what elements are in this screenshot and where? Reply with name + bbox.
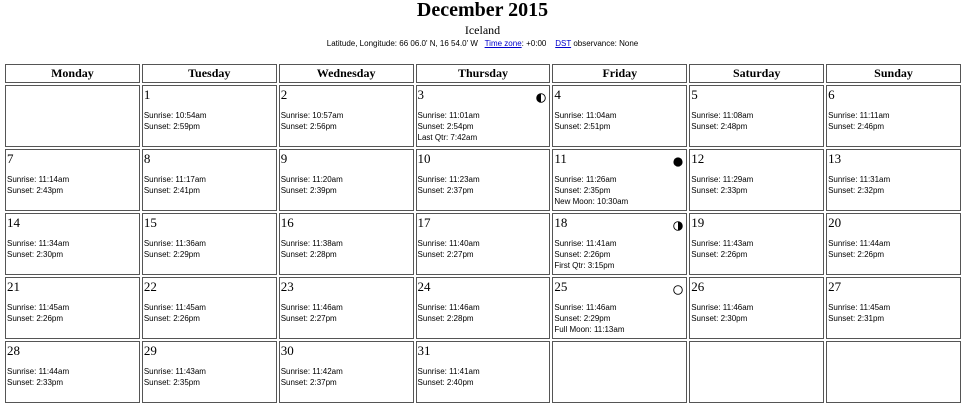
sunrise-text: Sunrise: 10:54am <box>143 111 207 120</box>
sunset-text: Sunset: 2:41pm <box>143 186 200 195</box>
moon-phase-text: New Moon: 10:30am <box>554 197 629 206</box>
day-cell <box>5 213 140 275</box>
day-cell <box>279 149 414 211</box>
sunrise-text: Sunrise: 11:46am <box>417 303 480 312</box>
day-cell <box>279 341 414 403</box>
day-number: 15 <box>143 215 157 230</box>
day-number: 18 <box>554 215 568 230</box>
sunrise-text: Sunrise: 11:43am <box>691 239 754 248</box>
sunrise-text: Sunrise: 11:40am <box>417 239 480 248</box>
moon-phase-text: First Qtr: 3:15pm <box>554 261 615 270</box>
day-cell <box>552 149 687 211</box>
calendar-body <box>5 85 961 403</box>
day-cell <box>552 277 687 339</box>
weekday-friday: Friday <box>552 64 687 83</box>
day-number: 24 <box>417 279 431 294</box>
page-title: December 2015 <box>416 0 549 21</box>
day-number: 3 <box>417 87 425 102</box>
day-number: 10 <box>417 151 431 166</box>
weekday-header-row <box>5 64 961 83</box>
day-cell <box>826 277 961 339</box>
day-cell <box>416 85 551 147</box>
sunset-text: Sunset: 2:39pm <box>280 186 337 195</box>
weekday-monday: Monday <box>5 64 140 83</box>
first-quarter-moon-icon <box>673 218 683 228</box>
day-number: 30 <box>280 343 294 358</box>
sunrise-text: Sunrise: 11:34am <box>7 239 70 248</box>
sunrise-text: Sunrise: 11:38am <box>280 239 343 248</box>
sunrise-text: Sunrise: 11:29am <box>691 175 754 184</box>
sunrise-text: Sunrise: 11:45am <box>143 303 206 312</box>
sunset-text: Sunset: 2:33pm <box>7 378 64 387</box>
sunrise-text: Sunrise: 10:57am <box>280 111 344 120</box>
day-number: 27 <box>828 279 842 294</box>
day-cell <box>552 213 687 275</box>
week-row <box>5 85 961 147</box>
last-quarter-moon-icon <box>536 90 546 100</box>
day-cell <box>5 341 140 403</box>
day-number: 20 <box>828 215 842 230</box>
day-number: 1 <box>143 87 151 102</box>
sunset-text: Sunset: 2:26pm <box>691 250 748 259</box>
sunrise-text: Sunrise: 11:42am <box>280 367 343 376</box>
dst-value: observance: None <box>571 39 639 48</box>
sunrise-text: Sunrise: 11:44am <box>7 367 70 376</box>
sunset-text: Sunset: 2:59pm <box>143 122 200 131</box>
sunset-text: Sunset: 2:33pm <box>691 186 748 195</box>
calendar-grid <box>3 62 963 405</box>
sunset-text: Sunset: 2:27pm <box>417 250 474 259</box>
sunset-text: Sunset: 2:30pm <box>691 314 748 323</box>
sunrise-text: Sunrise: 11:17am <box>143 175 206 184</box>
sunset-text: Sunset: 2:26pm <box>143 314 200 323</box>
sunset-text: Sunset: 2:54pm <box>417 122 474 131</box>
empty-day-cell <box>826 341 961 403</box>
sunset-text: Sunset: 2:29pm <box>554 314 611 323</box>
sunset-text: Sunset: 2:40pm <box>417 378 474 387</box>
sunrise-text: Sunrise: 11:41am <box>554 239 617 248</box>
sunset-text: Sunset: 2:43pm <box>7 186 64 195</box>
day-cell <box>689 149 824 211</box>
day-cell <box>142 277 277 339</box>
sunset-text: Sunset: 2:37pm <box>417 186 474 195</box>
sunset-text: Sunset: 2:30pm <box>7 250 64 259</box>
week-row <box>5 341 961 403</box>
day-number: 19 <box>691 215 705 230</box>
sunset-text: Sunset: 2:26pm <box>828 250 885 259</box>
sunrise-text: Sunrise: 11:46am <box>554 303 617 312</box>
sunrise-text: Sunrise: 11:04am <box>554 111 617 120</box>
full-moon-icon <box>673 282 683 292</box>
day-cell <box>689 277 824 339</box>
day-number: 14 <box>7 215 20 230</box>
day-number: 31 <box>417 343 431 358</box>
day-cell <box>826 149 961 211</box>
day-cell <box>279 85 414 147</box>
day-number: 17 <box>417 215 431 230</box>
latlon-text: Latitude, Longitude: 66 06.0' N, 16 54.0' W <box>326 39 478 48</box>
day-number: 12 <box>691 151 705 166</box>
day-cell <box>279 277 414 339</box>
sunset-text: Sunset: 2:29pm <box>143 250 200 259</box>
sunrise-text: Sunrise: 11:36am <box>143 239 206 248</box>
day-cell <box>416 277 551 339</box>
day-number: 11 <box>554 151 567 166</box>
sunset-text: Sunset: 2:35pm <box>554 186 611 195</box>
day-cell <box>689 213 824 275</box>
sunset-text: Sunset: 2:28pm <box>417 314 474 323</box>
empty-day-cell <box>689 341 824 403</box>
day-number: 22 <box>143 279 157 294</box>
sunrise-text: Sunrise: 11:44am <box>828 239 891 248</box>
day-cell <box>5 277 140 339</box>
sunset-text: Sunset: 2:32pm <box>828 186 885 195</box>
moon-phase-text: Full Moon: 11:13am <box>554 325 625 334</box>
sunrise-text: Sunrise: 11:46am <box>691 303 754 312</box>
day-cell <box>416 213 551 275</box>
sunset-text: Sunset: 2:26pm <box>554 250 611 259</box>
day-number: 23 <box>280 279 294 294</box>
day-cell <box>279 213 414 275</box>
day-cell <box>689 85 824 147</box>
dst-link[interactable]: DST <box>555 39 572 48</box>
sunrise-text: Sunrise: 11:20am <box>280 175 343 184</box>
sunset-text: Sunset: 2:27pm <box>280 314 337 323</box>
day-cell <box>142 213 277 275</box>
day-cell <box>416 149 551 211</box>
day-number: 13 <box>828 151 842 166</box>
day-number: 26 <box>691 279 705 294</box>
sunset-text: Sunset: 2:46pm <box>828 122 885 131</box>
week-row <box>5 277 961 339</box>
sunrise-text: Sunrise: 11:08am <box>691 111 754 120</box>
weekday-saturday: Saturday <box>689 64 824 83</box>
empty-day-cell <box>552 341 687 403</box>
day-cell <box>5 149 140 211</box>
sunrise-text: Sunrise: 11:14am <box>7 175 70 184</box>
week-row <box>5 149 961 211</box>
sunset-text: Sunset: 2:37pm <box>280 378 337 387</box>
day-cell <box>142 85 277 147</box>
calendar-header <box>0 0 965 49</box>
day-cell <box>552 85 687 147</box>
weekday-wednesday: Wednesday <box>279 64 414 83</box>
new-moon-icon <box>673 154 683 164</box>
day-number: 8 <box>143 151 151 166</box>
week-row <box>5 213 961 275</box>
day-number: 25 <box>554 279 568 294</box>
timezone-link[interactable]: Time zone <box>484 39 522 48</box>
day-cell <box>826 213 961 275</box>
day-number: 29 <box>143 343 157 358</box>
day-cell <box>142 149 277 211</box>
sunset-text: Sunset: 2:48pm <box>691 122 748 131</box>
sunrise-text: Sunrise: 11:11am <box>828 111 890 120</box>
sunset-text: Sunset: 2:56pm <box>280 122 337 131</box>
sunset-text: Sunset: 2:28pm <box>280 250 337 259</box>
sunrise-text: Sunrise: 11:46am <box>280 303 343 312</box>
sunrise-text: Sunrise: 11:41am <box>417 367 480 376</box>
day-number: 6 <box>828 87 835 102</box>
day-cell <box>142 341 277 403</box>
day-number: 5 <box>691 87 698 102</box>
day-number: 7 <box>7 151 14 166</box>
day-number: 21 <box>7 279 20 294</box>
sunrise-text: Sunrise: 11:43am <box>143 367 206 376</box>
location-label: Iceland <box>464 23 501 37</box>
day-cell <box>416 341 551 403</box>
day-number: 16 <box>280 215 294 230</box>
weekday-sunday: Sunday <box>826 64 961 83</box>
sunrise-text: Sunrise: 11:23am <box>417 175 480 184</box>
sunrise-text: Sunrise: 11:31am <box>828 175 891 184</box>
sunrise-text: Sunrise: 11:26am <box>554 175 617 184</box>
empty-day-cell <box>5 85 140 147</box>
sunset-text: Sunset: 2:51pm <box>554 122 611 131</box>
sunrise-text: Sunrise: 11:01am <box>417 111 480 120</box>
location-info <box>0 39 965 49</box>
timezone-value: : +0:00 <box>521 39 547 48</box>
sunset-text: Sunset: 2:26pm <box>7 314 64 323</box>
moon-phase-text: Last Qtr: 7:42am <box>417 133 478 142</box>
sunrise-text: Sunrise: 11:45am <box>828 303 891 312</box>
sunset-text: Sunset: 2:31pm <box>828 314 885 323</box>
day-cell <box>826 85 961 147</box>
day-number: 4 <box>554 87 561 102</box>
sunrise-text: Sunrise: 11:45am <box>7 303 70 312</box>
sunset-text: Sunset: 2:35pm <box>143 378 200 387</box>
weekday-tuesday: Tuesday <box>142 64 277 83</box>
weekday-thursday: Thursday <box>416 64 551 83</box>
day-number: 2 <box>280 87 288 102</box>
day-number: 9 <box>280 151 288 166</box>
day-number: 28 <box>7 343 20 358</box>
